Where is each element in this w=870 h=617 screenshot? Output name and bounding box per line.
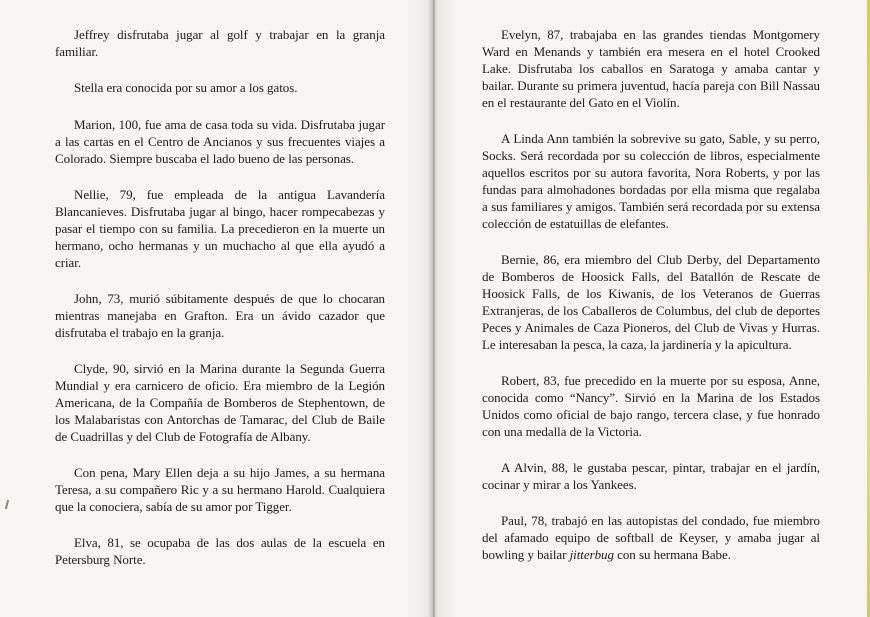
paragraph-marion: Marion, 100, fue ama de casa toda su vida. Disfrutaba jugar a las cartas en el Centro de Ancianos y sus frecuentes viajes a Colorado. Siempre buscaba el lado bueno de las personas.	[55, 116, 385, 166]
paragraph-stella: Stella era conocida por su amor a los gatos.	[74, 80, 298, 96]
right-page	[435, 0, 870, 617]
paragraph-paul-text-end: con su hermana Babe.	[613, 547, 731, 563]
left-page	[0, 0, 433, 617]
paragraph-nellie: Nellie, 79, fue empleada de la antigua Lavandería Blancanieves. Disfrutaba jugar al bingo, hacer rompecabezas y pasar el tiempo con su familia. La precedieron en la muerte un hermano, ocho hermanas y un muchacho al que ella ayudó a criar.	[55, 186, 385, 270]
paragraph-elva: Elva, 81, se ocupaba de las dos aulas de la escuela en Petersburg Norte.	[55, 535, 385, 568]
paragraph-linda-ann: A Linda Ann también la sobrevive su gato, Sable, y su perro, Socks. Será recordada por su colección de libros, especialmente aquellos escritos por su autora favorita, Nora Roberts, y por las fundas para almohadones bordadas por ella misma que regalaba a sus familiares y amigos. También será recordada por su extensa colección de estatuillas de elefantes.	[482, 131, 820, 231]
paragraph-paul-text-start: Paul, 78, trabajó en las autopistas del condado, fue miembro del afamado equipo de softball de Keyser, y amaba jugar al bowling y bailar	[482, 513, 820, 563]
paragraph-paul-emphasis: jitterbug	[569, 547, 614, 563]
book-gutter	[410, 0, 456, 617]
paragraph-bernie: Bernie, 86, era miembro del Club Derby, del Departamento de Bomberos de Hoosick Falls, del Batallón de Rescate de Hoosick Falls, de los Kiwanis, de los Veteranos de Guerras Extranjeras, de los Caballeros de Columbus, del club de deportes Peces y Animales de Caza Pioneros, del Club de Vivas y Hurras. Le interesaban la pesca, la caza, la jardinería y la apicultura.	[482, 251, 820, 352]
paragraph-clyde: Clyde, 90, sirvió en la Marina durante la Segunda Guerra Mundial y era carnicero de oficio. Era miembro de la Legión Americana, de la Compañía de Bomberos de Stephentown, de los Malabaristas con Antorchas de Tamarac, del Club de Baile de Cuadrillas y del Club de Fotografía de Albany.	[55, 361, 385, 444]
paragraph-john: John, 73, murió súbitamente después de que lo chocaran mientras manejaba en Grafton. Era un ávido cazador que disfrutaba el trabajo en la granja.	[55, 290, 385, 340]
paragraph-paul	[482, 513, 820, 564]
left-page-text	[55, 27, 385, 589]
paragraph-alvin: A Alvin, 88, le gustaba pescar, pintar, trabajar en el jardín, cocinar y mirar a los Yankees.	[482, 460, 820, 492]
paragraph-evelyn: Evelyn, 87, trabajaba en las grandes tiendas Montgomery Ward en Menands y también era mesera en el hotel Crooked Lake. Disfrutaba los caballos en Saratoga y amaba cantar y bailar. Durante su primera juventud, hacía pareja con Bill Nassau en el restaurante del Gato en el Violín.	[482, 27, 820, 110]
right-page-text	[482, 27, 820, 584]
paragraph-jeffrey: Jeffrey disfrutaba jugar al golf y trabajar en la granja familiar.	[55, 27, 385, 59]
paragraph-robert: Robert, 83, fue precedido en la muerte por su esposa, Anne, conocida como “Nancy”. Sirvió en la Marina de los Estados Unidos como oficial de bajo rango, tercera clase, y fue honrado con una medalla de la Victoria.	[482, 372, 820, 439]
pencil-mark	[5, 500, 9, 509]
paragraph-mary-ellen: Con pena, Mary Ellen deja a su hijo James, a su hermana Teresa, a su compañero Ric y a su hermano Harold. Cualquiera que la conociera, sabía de su amor por Tigger.	[55, 465, 385, 515]
